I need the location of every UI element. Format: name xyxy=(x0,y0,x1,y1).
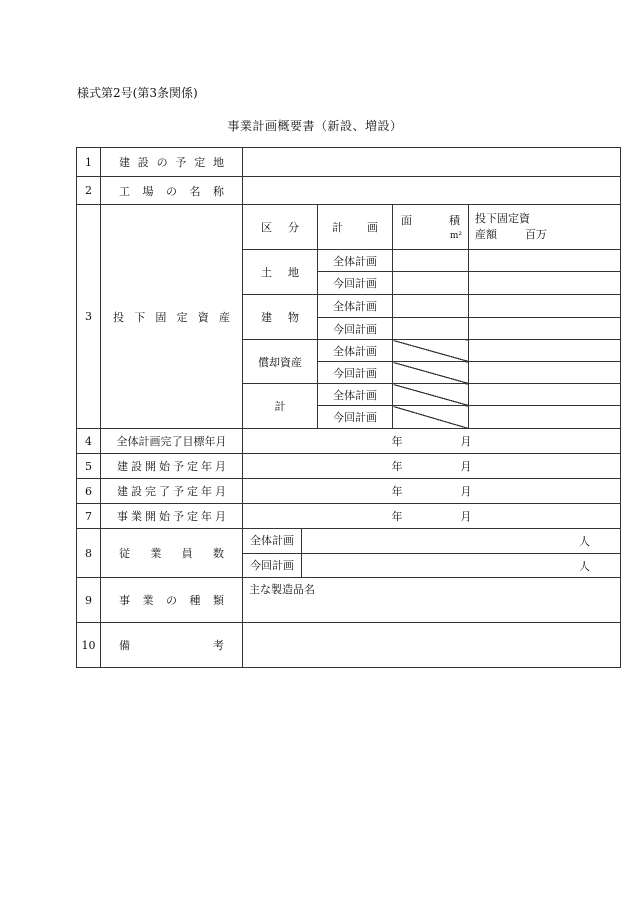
plan-label: 全体計画 xyxy=(243,529,302,553)
products-label: 主な製造品名 xyxy=(249,583,315,596)
label-char: 事 xyxy=(117,510,128,523)
category-depreciable-assets: 償却資産 xyxy=(243,340,318,384)
site-input-cell[interactable] xyxy=(243,148,621,177)
label-char: 始 xyxy=(159,510,170,523)
spaced-label xyxy=(107,154,236,170)
label-char: 年 xyxy=(201,460,212,473)
row-number: 1 xyxy=(77,148,101,177)
row-label-business-type xyxy=(101,578,243,623)
label-char: 称 xyxy=(213,184,224,198)
spaced-label xyxy=(243,264,317,280)
label-char: 員 xyxy=(181,547,193,560)
category-total: 計 xyxy=(243,384,318,429)
table-row xyxy=(77,429,621,454)
label-char: 予 xyxy=(175,156,187,169)
label-char: 地 xyxy=(288,266,299,279)
investment-input-cell[interactable] xyxy=(469,384,621,406)
category-land xyxy=(243,250,318,295)
plan-label: 今回計画 xyxy=(318,406,393,429)
label-char: 工 xyxy=(119,184,130,198)
area-input-cell[interactable] xyxy=(393,318,469,340)
year-label: 年 xyxy=(391,435,403,448)
target-date-cell[interactable] xyxy=(243,429,621,454)
plan-label: 今回計画 xyxy=(318,272,393,295)
row-number: 9 xyxy=(77,578,101,623)
label-char: 業 xyxy=(131,510,142,523)
spaced-label xyxy=(107,483,236,499)
month-label: 月 xyxy=(460,435,472,448)
investment-input-cell[interactable] xyxy=(469,362,621,384)
investment-input-cell[interactable] xyxy=(469,406,621,429)
spaced-label xyxy=(107,592,236,608)
plan-label: 今回計画 xyxy=(318,318,393,340)
plan-label: 今回計画 xyxy=(318,362,393,384)
label-char: 物 xyxy=(288,311,299,324)
investment-input-cell[interactable] xyxy=(469,318,621,340)
label-char: の xyxy=(156,156,168,169)
label-char: 設 xyxy=(137,156,149,169)
investment-input-cell[interactable] xyxy=(469,340,621,362)
label-char: 産 xyxy=(218,310,230,324)
row-label-target-date: 全体計画完了目標年月 xyxy=(101,429,243,454)
area-cell-struck xyxy=(393,406,469,429)
spaced-label xyxy=(243,309,317,325)
row-label-employees xyxy=(101,529,243,578)
month-label: 月 xyxy=(460,510,472,523)
spaced-label xyxy=(107,183,236,199)
row-number: 8 xyxy=(77,529,101,578)
label-char: 始 xyxy=(159,460,170,473)
row-label-construction-end xyxy=(101,479,243,504)
label-char: 月 xyxy=(215,510,226,523)
label-char: 場 xyxy=(142,184,154,198)
plan-label: 全体計画 xyxy=(318,384,393,406)
table-row xyxy=(77,479,621,504)
table-row xyxy=(77,504,621,529)
investment-unit: 百万 xyxy=(525,228,547,241)
area-input-cell[interactable] xyxy=(393,295,469,318)
label-char: 資 xyxy=(197,310,209,324)
label-char: 年 xyxy=(201,485,212,498)
label-char: 画 xyxy=(367,221,378,234)
area-input-cell[interactable] xyxy=(393,250,469,272)
label-char: 投 xyxy=(113,310,124,324)
label-char: 設 xyxy=(131,460,142,473)
form-number-label: 様式第2号(第3条関係) xyxy=(77,86,198,100)
row-number: 4 xyxy=(77,429,101,454)
table-row xyxy=(77,177,621,205)
row-number: 3 xyxy=(77,205,101,429)
label-char: 区 xyxy=(261,221,272,234)
label-char: 定 xyxy=(187,485,198,498)
label-char: 考 xyxy=(213,639,224,652)
label-char: 業 xyxy=(150,547,162,560)
column-header-category xyxy=(243,205,318,250)
row-number: 6 xyxy=(77,479,101,504)
plan-label: 全体計画 xyxy=(318,340,393,362)
label-char: 種 xyxy=(189,594,201,607)
row-label-fixed-assets xyxy=(101,205,243,429)
label-char: 予 xyxy=(173,510,184,523)
label-char: 設 xyxy=(131,485,142,498)
table-row xyxy=(77,529,621,554)
construction-end-cell[interactable] xyxy=(243,479,621,504)
area-cell-struck xyxy=(393,384,469,406)
spaced-label xyxy=(107,637,236,653)
label-char: 備 xyxy=(119,639,130,652)
row-label-site xyxy=(101,148,243,177)
investment-input-cell[interactable] xyxy=(469,295,621,318)
row-number: 5 xyxy=(77,454,101,479)
column-header-area xyxy=(393,205,469,250)
label-char: 下 xyxy=(134,310,146,324)
employees-all-cell[interactable] xyxy=(243,529,621,554)
year-label: 年 xyxy=(391,485,403,498)
year-label: 年 xyxy=(391,460,403,473)
table-row xyxy=(77,623,621,668)
plan-summary-table xyxy=(76,147,621,668)
spaced-label xyxy=(243,219,317,235)
document-title: 事業計画概要書（新設、増設） xyxy=(227,119,403,133)
business-type-cell[interactable] xyxy=(243,578,621,623)
label-char: 開 xyxy=(145,510,156,523)
plan-label: 今回計画 xyxy=(243,554,302,577)
row-number: 2 xyxy=(77,177,101,205)
employees-now-cell[interactable] xyxy=(243,554,621,578)
label-char: 固 xyxy=(155,310,167,324)
spaced-label xyxy=(107,458,236,474)
label-char: 業 xyxy=(142,594,154,607)
label-char: 予 xyxy=(173,460,184,473)
investment-label-line2: 産額 xyxy=(475,228,497,241)
area-input-cell[interactable] xyxy=(393,272,469,295)
label-char: 建 xyxy=(119,156,130,169)
label-char: 建 xyxy=(261,311,272,324)
construction-start-cell[interactable] xyxy=(243,454,621,479)
table-row xyxy=(77,578,621,623)
label-char: 了 xyxy=(159,485,170,498)
label-char: の xyxy=(166,184,177,198)
row-number: 7 xyxy=(77,504,101,529)
label-char: 分 xyxy=(288,221,299,234)
label-char: 年 xyxy=(201,510,212,523)
label-char: 予 xyxy=(173,485,184,498)
row-label-remarks xyxy=(101,623,243,668)
label-char: 定 xyxy=(194,156,206,169)
table-row xyxy=(77,454,621,479)
plan-label: 全体計画 xyxy=(318,250,393,272)
label-char: 定 xyxy=(176,310,188,324)
row-label-business-start xyxy=(101,504,243,529)
area-cell-struck xyxy=(393,362,469,384)
label-char: の xyxy=(166,594,177,607)
area-cell-struck xyxy=(393,340,469,362)
area-label-2: 積 xyxy=(449,213,460,227)
spaced-label xyxy=(318,219,392,235)
investment-input-cell[interactable] xyxy=(469,272,621,295)
investment-input-cell[interactable] xyxy=(469,250,621,272)
label-char: 事 xyxy=(119,594,130,607)
table-row xyxy=(77,205,621,250)
row-number: 10 xyxy=(77,623,101,668)
label-char: 名 xyxy=(189,184,201,198)
year-label: 年 xyxy=(391,510,403,523)
label-char: 月 xyxy=(215,460,226,473)
label-char: 定 xyxy=(187,460,198,473)
label-char: 月 xyxy=(215,485,226,498)
label-char: 定 xyxy=(187,510,198,523)
month-label: 月 xyxy=(460,485,472,498)
employees-unit: 人 xyxy=(579,559,590,573)
label-char: 従 xyxy=(119,547,130,560)
label-char: 建 xyxy=(117,485,128,498)
row-label-factory-name xyxy=(101,177,243,205)
spaced-label xyxy=(107,309,236,325)
label-char: 土 xyxy=(261,266,272,279)
label-char: 建 xyxy=(117,460,128,473)
month-label: 月 xyxy=(460,460,472,473)
column-header-plan xyxy=(318,205,393,250)
business-start-cell[interactable] xyxy=(243,504,621,529)
label-char: 地 xyxy=(212,156,224,169)
spaced-label xyxy=(107,545,236,561)
label-char: 数 xyxy=(212,547,224,560)
remarks-cell[interactable] xyxy=(243,623,621,668)
label-char: 類 xyxy=(213,594,224,607)
column-header-investment xyxy=(469,205,621,250)
employees-unit: 人 xyxy=(579,535,590,548)
factory-name-input-cell[interactable] xyxy=(243,177,621,205)
plan-label: 全体計画 xyxy=(318,295,393,318)
category-building xyxy=(243,295,318,340)
label-char: 開 xyxy=(145,460,156,473)
area-unit: m² xyxy=(449,230,462,241)
label-char: 完 xyxy=(145,485,156,498)
area-label-1: 面 xyxy=(401,213,412,227)
spaced-label xyxy=(107,508,236,524)
label-char: 計 xyxy=(332,221,343,234)
investment-label-line1: 投下固定資 xyxy=(475,212,530,225)
table-row xyxy=(77,148,621,177)
row-label-construction-start xyxy=(101,454,243,479)
